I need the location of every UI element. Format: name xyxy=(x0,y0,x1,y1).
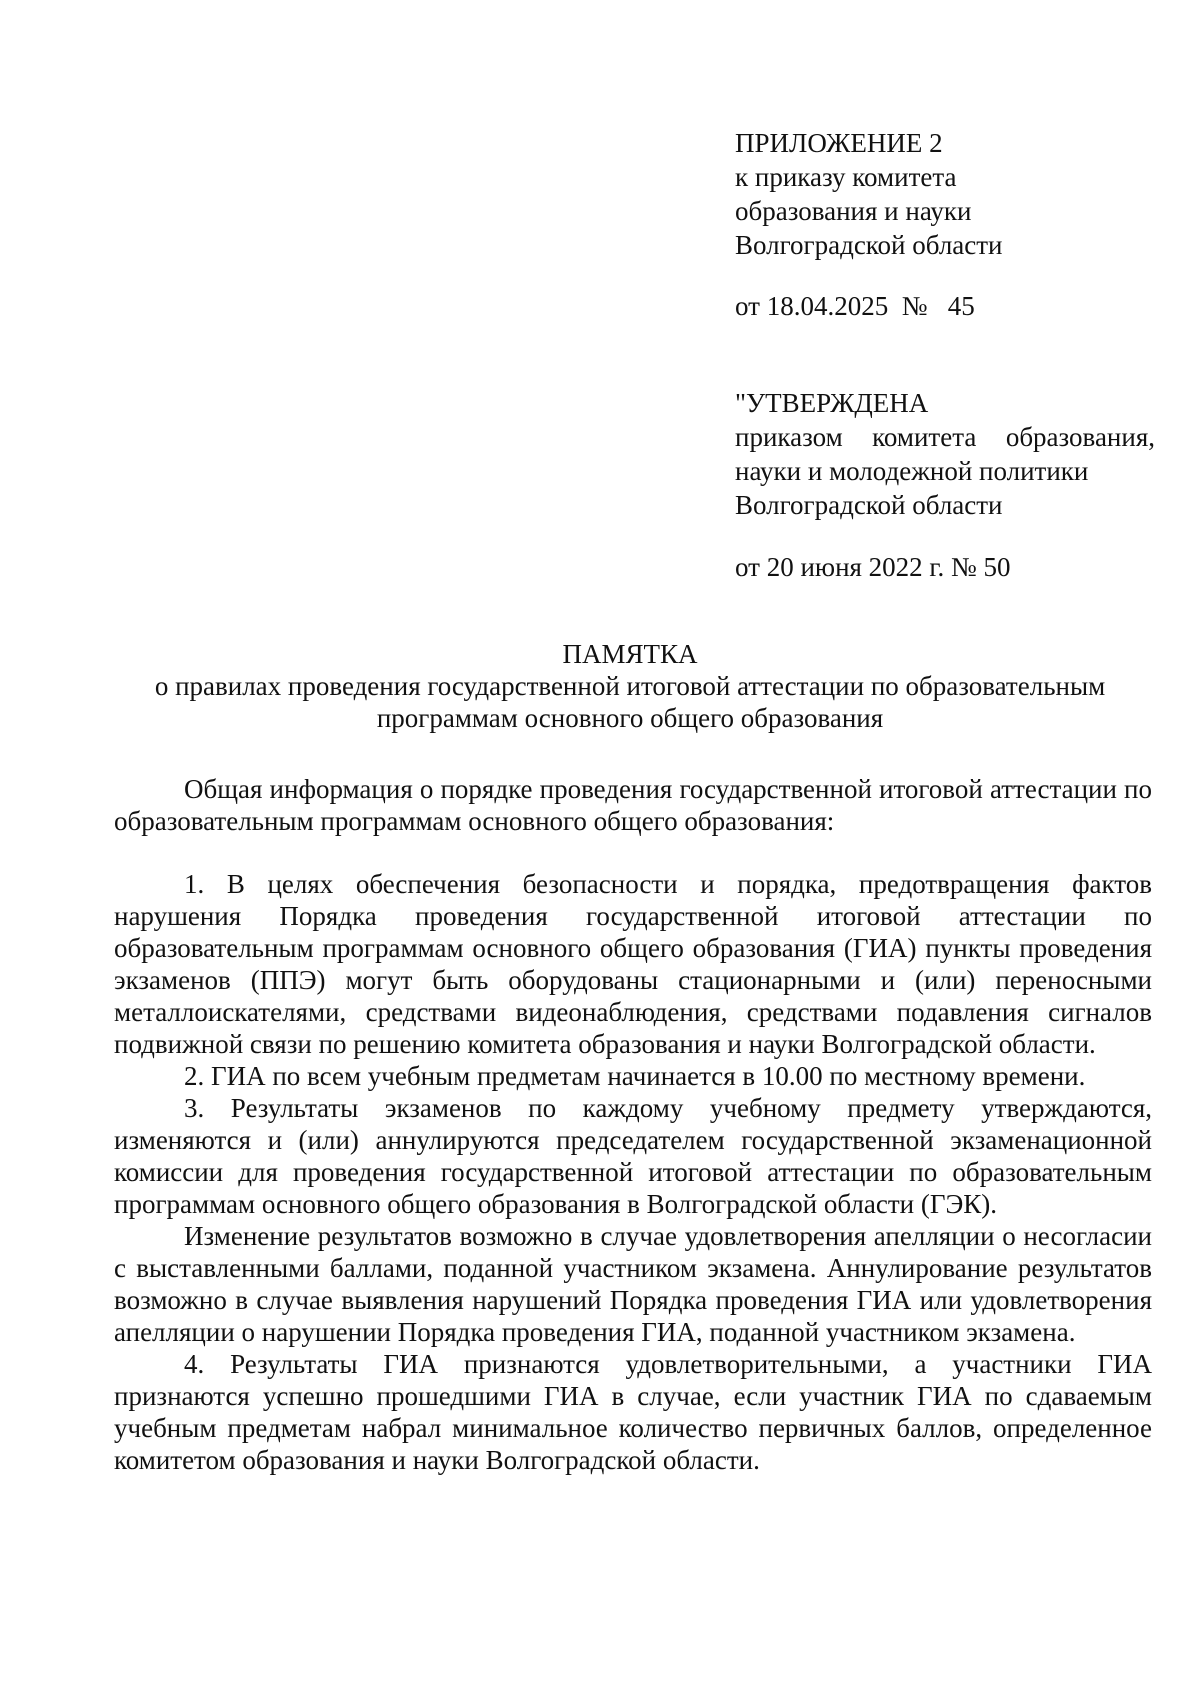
appendix-header xyxy=(735,126,1155,262)
title-subtitle-line-2: программам основного общего образования xyxy=(376,703,884,733)
approved-header xyxy=(735,386,1155,522)
approved-line-order: приказом комитета образования, xyxy=(735,422,1155,452)
items-section xyxy=(114,868,1152,1476)
paragraph-item-3-continuation: Изменение результатов возможно в случае удовлетворения апелляции о несогласии с выставленными баллами, поданной участником экзамена. Аннулирование результатов возможно в случае выявления нарушений Порядка проведения ГИА или удовлетворения апелляции о нарушении Порядка проведения ГИА, поданной участником экзамена. xyxy=(114,1221,1152,1347)
title-heading: ПАМЯТКА xyxy=(562,639,698,669)
intro-paragraph: Общая информация о порядке проведения государственной итоговой аттестации по образовательным программам основного общего образования: xyxy=(114,774,1152,836)
paragraph-item-1: 1. В целях обеспечения безопасности и порядка, предотвращения фактов нарушения Порядка проведения государственной итоговой аттестации по образовательным программам основного общего образования (ГИА) пункты проведения экзаменов (ППЭ) могут быть оборудованы стационарными и (или) переносными металлоискателями, средствами видеонаблюдения, средствами подавления сигналов подвижной связи по решению комитета образования и науки Волгоградской области. xyxy=(114,869,1152,1059)
paragraph-item-4: 4. Результаты ГИА признаются удовлетворительными, а участники ГИА признаются успешно прошедшими ГИА в случае, если участник ГИА по сдаваемым учебным предметам набрал минимальное количество первичных баллов, определенное комитетом образования и науки Волгоградской области. xyxy=(114,1349,1152,1475)
approved-line-region: Волгоградской области xyxy=(735,490,1003,520)
appendix-line-committee: образования и науки xyxy=(735,196,972,226)
approved-line-committee: науки и молодежной политики xyxy=(735,456,1089,486)
document-title xyxy=(110,638,1150,734)
appendix-line-order: к приказу комитета xyxy=(735,162,957,192)
paragraph-item-3: 3. Результаты экзаменов по каждому учебному предмету утверждаются, изменяются и (или) аннулируются председателем государственной экзаменационной комиссии для проведения государственной итоговой аттестации по образовательным программам основного общего образования в Волгоградской области (ГЭК). xyxy=(114,1093,1152,1219)
intro-section xyxy=(114,773,1152,837)
appendix-line-region: Волгоградской области xyxy=(735,230,1003,260)
approved-date: от 20 июня 2022 г. № 50 xyxy=(735,552,1011,582)
title-subtitle-line-1: о правилах проведения государственной итоговой аттестации по образовательным xyxy=(154,671,1106,701)
paragraph-item-2: 2. ГИА по всем учебным предметам начинается в 10.00 по местному времени. xyxy=(184,1061,1086,1091)
appendix-date-block xyxy=(735,289,1155,323)
approved-title: "УТВЕРЖДЕНА xyxy=(735,388,929,418)
appendix-title: ПРИЛОЖЕНИЕ 2 xyxy=(735,128,943,158)
appendix-date: от 18.04.2025 № 45 xyxy=(735,291,975,321)
approved-date-block xyxy=(735,550,1155,584)
